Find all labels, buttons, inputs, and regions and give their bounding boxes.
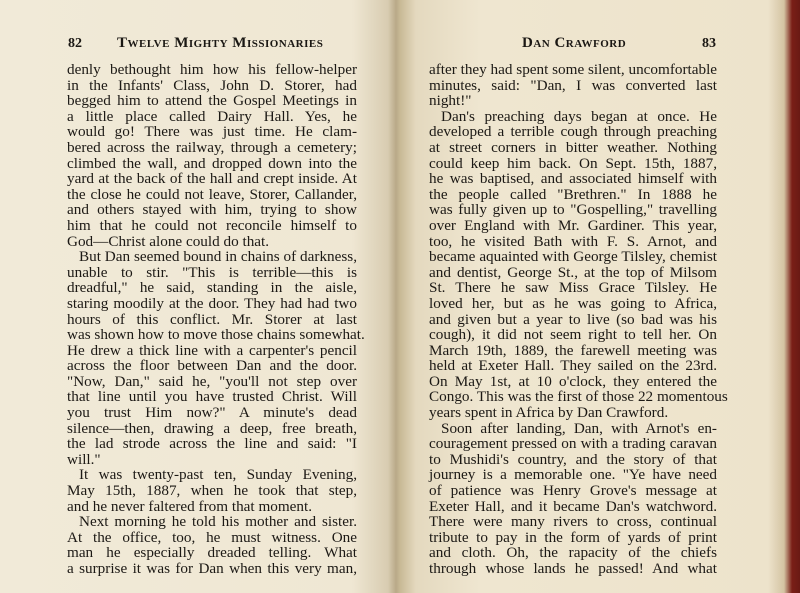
text-line: the people called "Brethren." In 1888 he [429, 185, 717, 203]
text-line: and dentist, George St., at the top of Milsom [429, 263, 717, 281]
text-line: cough), it did not seem right to tell her. On [429, 326, 717, 344]
text-line: at street corners in bitter weather. Nothing [429, 138, 717, 156]
text-line: On May 1st, at 10 o'clock, they entered the [429, 372, 717, 390]
text-line: Next morning he told his mother and sister. [79, 513, 357, 531]
running-head-left: Twelve Mighty Missionaries [117, 35, 324, 51]
text-line: of patience was Henry Grove's message at [429, 482, 717, 500]
text-line: developed a terrible cough through preaching [429, 123, 717, 141]
text-line: over England with Mr. Gardiner. This year, [429, 216, 717, 234]
text-line: to Mushidi's country, and the story of that [429, 450, 717, 468]
page-number-left: 82 [68, 36, 82, 51]
text-line: dreadful," he said, standing in the aisle, [67, 279, 357, 297]
text-line: Exeter Hall, and it became Dan's watchword. [429, 497, 717, 515]
text-line: silence—then, drawing a deep, free breath, [67, 419, 357, 437]
text-line: became aquainted with George Tilsley, chemist [429, 248, 717, 266]
text-line: after they had spent some silent, uncomfortable [429, 61, 718, 78]
text-line: him that he could not reconcile himself to [67, 216, 357, 234]
text-line: At the office, too, he must witness. One [67, 528, 357, 546]
text-line: too, he visited Bath with F. S. Arnot, and [429, 232, 717, 250]
text-line: journey is a memorable one. "Ye have need [429, 466, 717, 484]
text-line: loved her, but as he was going to Africa, [429, 294, 717, 312]
text-line: and others stayed with him, trying to show [67, 201, 357, 219]
text-line: hours of this conflict. Mr. Storer at last [67, 310, 357, 328]
text-line: climbed the wall, and dropped down into the [67, 154, 357, 172]
text-line: in the Infants' Class, John D. Storer, had [67, 76, 357, 94]
text-line: bered across the railway, through a cemetery; [67, 138, 357, 156]
text-line: begged him to attend the Gospel Meetings in [67, 92, 357, 110]
left-page-text [67, 61, 365, 577]
running-head-right: Dan Crawford [522, 35, 627, 51]
text-line: could keep him back. On Sept. 15th, 1887, [429, 154, 717, 172]
text-line: yard at the back of the hall and crept inside. At [67, 170, 357, 188]
text-line: St. There he saw Miss Grace Tilsley. He [429, 279, 717, 297]
text-line: Congo. This was the first of those 22 momentous [429, 388, 728, 406]
text-line: through whose lands he passed! And what [429, 560, 717, 577]
text-line: and given but a year to live (so bad was his [429, 310, 717, 328]
text-line: was shown how to move those chains somewhat. [67, 326, 365, 344]
text-line: across the floor between Dan and the door. [67, 357, 357, 375]
text-line: But Dan seemed bound in chains of darkness, [79, 248, 357, 266]
text-line: It was twenty-past ten, Sunday Evening, [79, 466, 357, 484]
right-page [396, 0, 800, 593]
text-line: the lad strode across the line and said: "I [67, 435, 357, 453]
text-line: staring moodily at the door. They had had two [67, 294, 357, 312]
text-line: "Now, Dan," said he, "you'll not step over [67, 372, 357, 390]
text-line: will." [67, 450, 101, 468]
page-number-right: 83 [702, 36, 716, 51]
text-line: night!" [429, 92, 472, 110]
text-line: minutes, said: "Dan, I was converted last [429, 76, 717, 94]
text-line: a surprise it was for Dan when this very man, [67, 560, 357, 577]
text-line: a little place called Dairy Hall. Yes, he [67, 107, 357, 125]
text-line: held at Exeter Hall. They sailed on the 23rd. [429, 357, 717, 375]
text-line: May 15th, 1887, when he took that step, [67, 482, 357, 500]
text-line: and he never faltered from that moment. [67, 497, 313, 515]
left-page [0, 0, 396, 593]
text-line: There were many rivers to cross, continual [429, 513, 717, 531]
text-line: denly bethought him how his fellow-helper [67, 61, 357, 78]
text-line: years spent in Africa by Dan Crawford. [429, 404, 669, 422]
text-line: would go! There was just time. He clam- [67, 123, 357, 141]
text-line: Dan's preaching days began at once. He [441, 107, 717, 125]
text-line: he was baptised, and associated himself with [429, 170, 717, 188]
text-line: unable to stir. "This is terrible—this is [67, 263, 357, 281]
text-line: man he especially dreaded telling. What [67, 544, 357, 562]
text-line: Soon after landing, Dan, with Arnot's en- [441, 419, 717, 437]
text-line: the close he could not leave, Storer, Callander, [67, 185, 357, 203]
text-line: was fully given up to "Gospelling," travelling [429, 201, 717, 219]
text-line: couragement pressed on with a trading caravan [429, 435, 717, 453]
text-line: God—Christ alone could do that. [67, 232, 270, 250]
text-line: and cloth. Oh, the rapacity of the chiefs [429, 544, 717, 562]
text-line: tribute to pay in the form of yards of print [429, 528, 717, 546]
text-line: He drew a thick line with a carpenter's pencil [67, 341, 357, 359]
text-line: March 19th, 1889, the farewell meeting was [429, 341, 717, 359]
right-page-text [429, 61, 728, 577]
text-line: that line until you have trusted Christ. Will [67, 388, 357, 406]
text-line: you trust Him now?" A minute's dead [67, 404, 357, 422]
